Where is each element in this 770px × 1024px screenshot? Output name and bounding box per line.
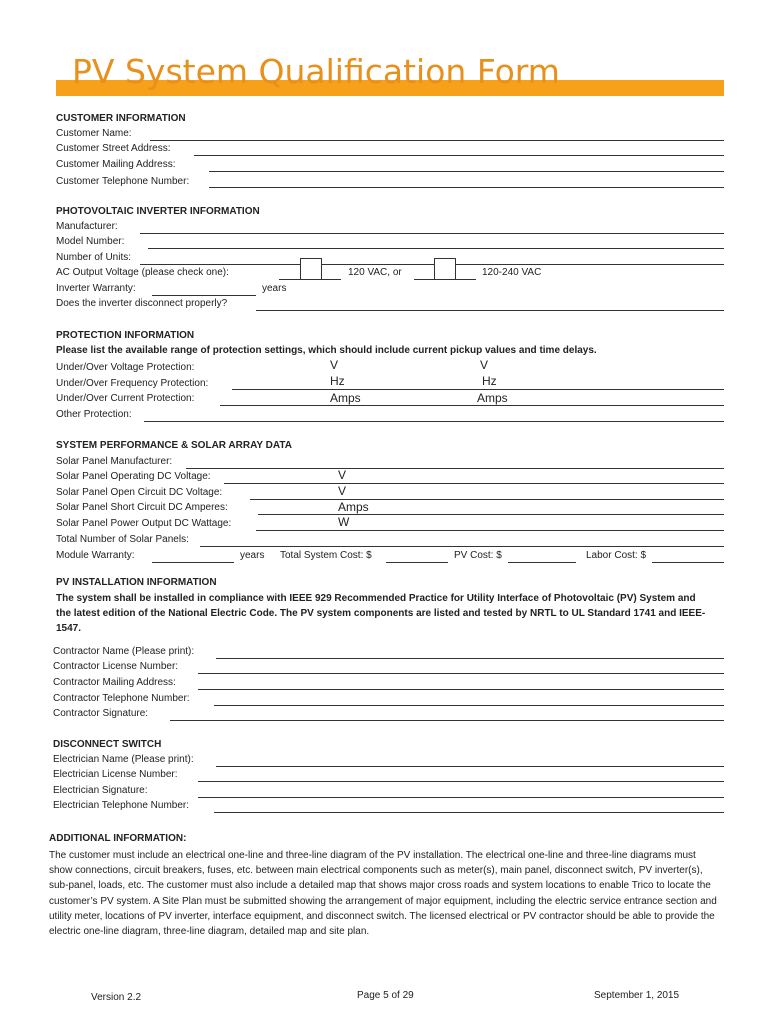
other-protection-field[interactable] — [144, 421, 724, 422]
inverter-disconnect-field[interactable] — [256, 310, 724, 311]
electrician-phone-label: Electrician Telephone Number: — [53, 800, 190, 811]
electrician-name-label: Electrician Name (Please print): — [53, 754, 194, 765]
op-voltage-field[interactable] — [224, 483, 724, 484]
contractor-mailing-field[interactable] — [198, 689, 724, 690]
wattage-unit: W — [338, 515, 350, 529]
contractor-name-field[interactable] — [216, 658, 724, 659]
current-protection-field[interactable] — [220, 405, 724, 406]
frequency-protection-field[interactable] — [232, 389, 724, 390]
customer-street-label: Customer Street Address: — [56, 143, 171, 154]
electrician-license-label: Electrician License Number: — [53, 769, 178, 780]
inverter-model-label: Model Number: — [56, 236, 125, 247]
footer-date: September 1, 2015 — [594, 990, 680, 1001]
panel-manufacturer-label: Solar Panel Manufacturer: — [56, 456, 173, 467]
customer-street-field[interactable] — [194, 155, 724, 156]
op-voltage-unit: V — [338, 468, 347, 482]
total-panels-label: Total Number of Solar Panels: — [56, 534, 189, 545]
customer-name-field[interactable] — [150, 140, 724, 141]
installation-heading: PV INSTALLATION INFORMATION — [56, 577, 217, 588]
sc-amperes-label: Solar Panel Short Circuit DC Amperes: — [56, 502, 228, 513]
other-protection-label: Other Protection: — [56, 409, 132, 420]
contractor-phone-field[interactable] — [214, 705, 724, 706]
customer-name-label: Customer Name: — [56, 128, 132, 139]
contractor-name-label: Contractor Name (Please print): — [53, 646, 195, 657]
performance-heading: SYSTEM PERFORMANCE & SOLAR ARRAY DATA — [56, 440, 292, 451]
total-cost-label: Total System Cost: $ — [280, 550, 372, 561]
labor-cost-label: Labor Cost: $ — [586, 550, 647, 561]
customer-mailing-label: Customer Mailing Address: — [56, 159, 176, 170]
voltage-unit-2: V — [480, 358, 489, 372]
wattage-field[interactable] — [256, 530, 724, 531]
electrician-signature-field[interactable] — [198, 797, 724, 798]
inverter-disconnect-label: Does the inverter disconnect properly? — [56, 298, 228, 309]
inverter-manufacturer-label: Manufacturer: — [56, 221, 118, 232]
footer-version: Version 2.2 — [91, 992, 142, 1003]
contractor-license-field[interactable] — [198, 673, 724, 674]
footer-page: Page 5 of 29 — [357, 990, 414, 1001]
labor-cost-field[interactable] — [652, 562, 724, 563]
disconnect-heading: DISCONNECT SWITCH — [53, 739, 162, 750]
additional-heading: ADDITIONAL INFORMATION: — [49, 833, 187, 844]
electrician-phone-field[interactable] — [214, 812, 724, 813]
contractor-mailing-label: Contractor Mailing Address: — [53, 677, 176, 688]
ac-120-checkbox[interactable] — [300, 258, 322, 280]
pv-cost-field[interactable] — [508, 562, 576, 563]
oc-voltage-unit: V — [338, 484, 347, 498]
inverter-warranty-label: Inverter Warranty: — [56, 283, 136, 294]
protection-heading: PROTECTION INFORMATION — [56, 330, 195, 341]
customer-mailing-field[interactable] — [209, 171, 724, 172]
inverter-manufacturer-field[interactable] — [140, 233, 724, 234]
frequency-unit-2: Hz — [482, 374, 497, 388]
pv-cost-label: PV Cost: $ — [454, 550, 502, 561]
panel-manufacturer-field[interactable] — [186, 468, 724, 469]
ac-120-label: 120 VAC, or — [348, 267, 402, 278]
total-cost-field[interactable] — [386, 562, 448, 563]
ac-240-label: 120-240 VAC — [482, 267, 542, 278]
electrician-name-field[interactable] — [216, 766, 724, 767]
contractor-signature-label: Contractor Signature: — [53, 708, 149, 719]
voltage-unit-1: V — [330, 358, 339, 372]
inverter-warranty-years: years — [262, 283, 287, 294]
wattage-label: Solar Panel Power Output DC Wattage: — [56, 518, 232, 529]
frequency-protection-label: Under/Over Frequency Protection: — [56, 378, 209, 389]
current-unit-2: Amps — [477, 391, 508, 405]
inverter-warranty-field[interactable] — [152, 295, 256, 296]
module-warranty-label: Module Warranty: — [56, 550, 135, 561]
ac-240-checkbox[interactable] — [434, 258, 456, 280]
customer-heading: CUSTOMER INFORMATION — [56, 113, 186, 124]
op-voltage-label: Solar Panel Operating DC Voltage: — [56, 471, 211, 482]
page-title: PV System Qualification Form — [72, 52, 560, 91]
inverter-units-label: Number of Units: — [56, 252, 132, 263]
contractor-signature-field[interactable] — [170, 720, 724, 721]
sc-amperes-unit: Amps — [338, 500, 369, 514]
inverter-model-field[interactable] — [148, 248, 724, 249]
ac-voltage-label: AC Output Voltage (please check one): — [56, 267, 229, 278]
frequency-unit-1: Hz — [330, 374, 345, 388]
module-warranty-field[interactable] — [152, 562, 234, 563]
oc-voltage-field[interactable] — [250, 499, 724, 500]
protection-instructions: Please list the available range of protection settings, which should include current pickup values and time delays. — [56, 345, 597, 356]
contractor-phone-label: Contractor Telephone Number: — [53, 693, 190, 704]
voltage-protection-label: Under/Over Voltage Protection: — [56, 362, 195, 373]
inverter-heading: PHOTOVOLTAIC INVERTER INFORMATION — [56, 206, 260, 217]
additional-text: The customer must include an electrical one-line and three-line diagram of the PV installation. The electrical one-line and three-line diagrams must show connections, circuit breakers, fuses, etc. between main electrical components such as meter(s), main panel, disconnect switch, PV inverter(s), sub-panel, loads, etc. The customer must also include a detailed map that shows major cross roads and system locations to enable Trico to locate the customer’s PV system. A Site Plan must be submitted showing the arrangement of major equipment, including the electric service entrance section and utility meter, locations of PV inverter, interface equipment, and disconnect switch. The licensed electrical or PV contractor should be able to provide the electric one-line diagram, three-line diagram, detailed map and site plan. — [49, 850, 717, 938]
current-protection-label: Under/Over Current Protection: — [56, 393, 195, 404]
total-panels-field[interactable] — [200, 546, 724, 547]
inverter-units-field[interactable] — [140, 264, 724, 265]
electrician-license-field[interactable] — [198, 781, 724, 782]
current-unit-1: Amps — [330, 391, 361, 405]
contractor-license-label: Contractor License Number: — [53, 661, 179, 672]
installation-statement: The system shall be installed in compliance with IEEE 929 Recommended Practice for Utility Interface of Photovoltaic (PV) System and the latest edition of the National Electric Code. The PV system components are listed and tested by NRTL to UL Standard 1741 and IEEE-1547. — [56, 593, 706, 635]
customer-phone-field[interactable] — [209, 187, 724, 188]
sc-amperes-field[interactable] — [258, 514, 724, 515]
oc-voltage-label: Solar Panel Open Circuit DC Voltage: — [56, 487, 223, 498]
module-warranty-years: years — [240, 550, 265, 561]
customer-phone-label: Customer Telephone Number: — [56, 176, 190, 187]
electrician-signature-label: Electrician Signature: — [53, 785, 148, 796]
